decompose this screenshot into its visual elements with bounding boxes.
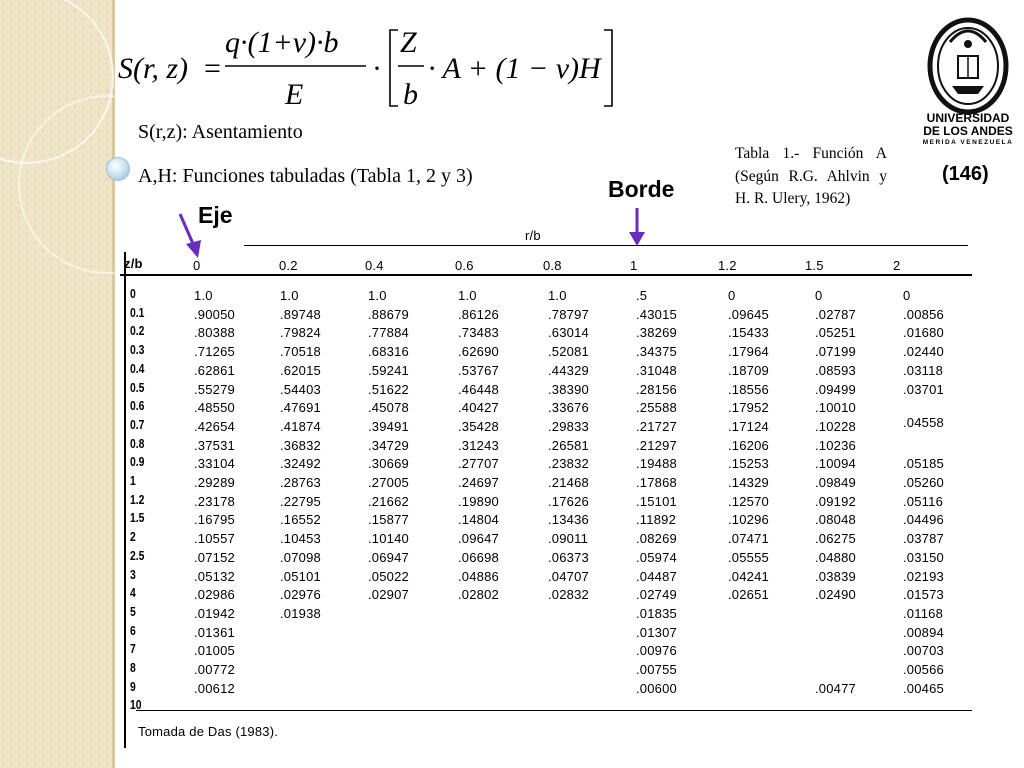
table-cell: .06698 (458, 549, 499, 565)
table-cell: .68316 (368, 344, 409, 360)
table-cell: .21297 (636, 437, 677, 453)
table-cell: .01168 (903, 605, 943, 621)
table-cell: .80388 (194, 325, 235, 341)
table-cell: .15253 (728, 456, 769, 472)
row-label: 2.5 (130, 547, 145, 563)
table-cell: .88679 (368, 306, 409, 322)
table-cell: .08048 (815, 512, 856, 528)
table-cell: .34729 (368, 437, 409, 453)
table-cell: .17964 (728, 344, 769, 360)
table-cell: .18709 (728, 362, 769, 378)
table-cell: .19488 (636, 456, 677, 472)
table-cell: .73483 (458, 325, 499, 341)
university-seal-icon (920, 12, 1016, 116)
row-label: 0.9 (130, 454, 145, 470)
table-cell: .07152 (194, 549, 235, 565)
row-label: 1 (130, 473, 136, 488)
table-bottom-rule (136, 710, 972, 711)
row-label: 1.2 (130, 491, 145, 507)
table-cell: .90050 (194, 306, 235, 322)
table-cell: .71265 (194, 344, 235, 360)
table-cell: .09849 (815, 475, 856, 490)
eje-label: Eje (198, 202, 233, 228)
table-cell: .09192 (815, 493, 856, 509)
formula-lhs: S(r, z) (118, 52, 189, 85)
slide-number: (146) (942, 163, 989, 185)
table-cell: .27707 (458, 456, 499, 472)
table-cell: .07199 (815, 344, 856, 360)
table-cell: .5 (636, 288, 648, 303)
table-cell: .01005 (194, 643, 235, 659)
table-cell: .02832 (548, 587, 589, 603)
table-cell: 1.0 (548, 288, 567, 303)
table-caption: Tabla 1.- Función A (Según R.G. Ahlvin y H. R. Ulery, 1962) (735, 145, 887, 207)
table-cell: .37531 (194, 437, 235, 453)
row-label: 0.7 (130, 416, 145, 432)
table-cell: .05132 (194, 568, 235, 584)
table-cell: .05116 (903, 493, 943, 509)
table-cell: .40427 (458, 400, 499, 416)
table-cell: .00477 (815, 680, 856, 696)
column-header: 1.5 (805, 258, 824, 273)
row-label: 9 (130, 678, 136, 694)
table-cell: .00755 (636, 662, 677, 677)
table-cell: .06373 (548, 549, 589, 565)
table-cell: .70518 (280, 344, 321, 360)
table-cell: .01835 (636, 605, 677, 621)
row-label: 0.1 (130, 304, 145, 320)
table-cell: .31048 (636, 362, 677, 378)
formula-frac1-denominator: E (285, 78, 304, 111)
table-cell: .05555 (728, 549, 769, 565)
table-cell: .38269 (636, 325, 677, 341)
definition-settlement: S(r,z): Asentamiento (138, 121, 303, 143)
table-cell: .29833 (548, 418, 589, 434)
column-header: 0.8 (543, 258, 562, 273)
table-cell: .45078 (368, 400, 409, 416)
formula-bracket-rest: · A + (1 − ν)H (428, 52, 601, 85)
table-cell: .38390 (548, 381, 589, 397)
table-cell: .08269 (636, 531, 677, 547)
table-cell: 0 (903, 288, 911, 303)
definition-functions: A,H: Funciones tabuladas (Tabla 1, 2 y 3) (138, 165, 473, 187)
table-cell: .77884 (368, 325, 409, 341)
table-cell: .07098 (280, 549, 321, 565)
decorative-bubble (106, 157, 130, 181)
table-cell: .10228 (815, 418, 856, 434)
table-cell: .52081 (548, 344, 589, 360)
table-cell: .04241 (728, 568, 769, 584)
table-cell: .10094 (815, 456, 856, 472)
table-cell: .05974 (636, 549, 677, 565)
table-cell: .04886 (458, 568, 499, 584)
table-cell: .78797 (548, 306, 589, 322)
table-cell: .15877 (368, 512, 409, 528)
table-cell: .32492 (280, 456, 321, 472)
table-cell: .00976 (636, 643, 677, 659)
table-top-header: r/b (525, 228, 541, 243)
table-cell: .27005 (368, 475, 409, 490)
eje-arrow-icon (176, 212, 210, 262)
table-cell: .36832 (280, 437, 321, 453)
table-cell: .17952 (728, 400, 769, 416)
table-corner-label: z/b (124, 256, 143, 271)
table-source-note: Tomada de Das (1983). (138, 724, 279, 739)
table-cell: .16795 (194, 512, 235, 528)
table-cell: .44329 (548, 362, 589, 378)
university-logo (920, 12, 1016, 157)
table-cell: .01942 (194, 605, 235, 621)
table-cell: .53767 (458, 362, 499, 378)
table-cell: .03150 (903, 549, 944, 565)
table-cell: .46448 (458, 381, 499, 397)
table-cell: .05101 (280, 568, 321, 584)
formula-bracket-denominator: b (403, 78, 418, 111)
table-cell: .51622 (368, 381, 409, 397)
table-cell: .10453 (280, 531, 321, 547)
table-cell: .62690 (458, 344, 499, 360)
table-cell: .02440 (903, 344, 944, 360)
table-cell: .30669 (368, 456, 409, 472)
table-cell: .02651 (728, 587, 769, 603)
table-cell: .33676 (548, 400, 589, 416)
column-header: 0.6 (455, 258, 474, 273)
table-cell: .55279 (194, 381, 235, 397)
table-cell: .41874 (280, 418, 321, 434)
table-cell: .10140 (368, 531, 409, 547)
formula-equals: = (204, 52, 221, 85)
table-cell: .04707 (548, 568, 589, 584)
table-cell: .01307 (636, 624, 677, 640)
table-cell: .28156 (636, 381, 677, 397)
table-cell: .29289 (194, 475, 235, 490)
table-cell: .15101 (636, 493, 677, 509)
table-cell: .10010 (815, 400, 856, 416)
table-cell: .14804 (458, 512, 499, 528)
logo-line-3: MERIDA VENEZUELA (922, 139, 1014, 146)
table-cell: .04496 (903, 512, 944, 528)
table-cell: .01938 (280, 605, 321, 621)
table-cell: 1.0 (280, 288, 299, 303)
table-cell: .28763 (280, 475, 321, 490)
row-label: 4 (130, 585, 136, 601)
table-cell: .48550 (194, 400, 235, 416)
table-cell: .23832 (548, 456, 589, 472)
table-cell: .00600 (636, 680, 677, 696)
table-cell: .23178 (194, 493, 235, 509)
table-cell: .18556 (728, 381, 769, 397)
table-cell: .03839 (815, 568, 856, 584)
table-cell: .16206 (728, 437, 769, 453)
table-cell: .00703 (903, 643, 944, 659)
table-cell: .04880 (815, 549, 856, 565)
table-cell: .02749 (636, 587, 677, 603)
table-cell: .62861 (194, 362, 235, 378)
table-cell: .00856 (903, 306, 944, 322)
row-label: 0.3 (130, 342, 145, 358)
table-cell: .79824 (280, 325, 321, 341)
logo-line-2: DE LOS ANDES (923, 124, 1013, 138)
borde-label: Borde (608, 176, 675, 202)
table-cell: .03787 (903, 531, 944, 547)
table-cell: 1.0 (458, 288, 477, 303)
table-cell: .03118 (903, 362, 943, 378)
table-cell: .00465 (903, 680, 944, 696)
table-cell: 1.0 (368, 288, 387, 303)
table-cell: .14329 (728, 475, 769, 490)
table-cell: .02490 (815, 587, 856, 603)
table-cell: .00612 (194, 680, 235, 696)
table-cell: .31243 (458, 437, 499, 453)
table-cell: .17124 (728, 418, 769, 434)
table-cell: 0 (728, 288, 736, 303)
table-cell: .17626 (548, 493, 589, 509)
table-cell: .54403 (280, 381, 321, 397)
table-cell: .33104 (194, 456, 235, 472)
table-cell: .21662 (368, 493, 409, 509)
formula-dot: · (372, 52, 382, 85)
table-cell: .24697 (458, 475, 499, 490)
settlement-formula (118, 8, 638, 114)
table-cell: .09645 (728, 306, 769, 322)
table-cell: .21468 (548, 475, 589, 490)
table-cell: .04487 (636, 568, 677, 584)
table-cell: .35428 (458, 418, 499, 434)
table-cell: .42654 (194, 418, 235, 434)
column-header: 0.4 (365, 258, 384, 273)
table-cell: .17868 (636, 475, 677, 490)
table-cell: .04558 (903, 415, 944, 431)
row-label: 0.4 (130, 360, 145, 376)
table-cell: .86126 (458, 306, 499, 322)
row-label: 0.5 (130, 379, 145, 395)
table-cell: .63014 (548, 325, 589, 341)
row-label: 0.2 (130, 323, 145, 339)
column-header: 0.2 (279, 258, 298, 273)
table-cell: .02976 (280, 587, 321, 603)
table-cell: .05251 (815, 325, 856, 341)
table-cell: .16552 (280, 512, 321, 528)
column-header: 0 (193, 258, 201, 273)
table-cell: .43015 (636, 306, 677, 322)
column-header: 1.2 (718, 258, 737, 273)
row-label: 3 (130, 566, 136, 582)
table-cell: .02787 (815, 306, 856, 322)
table-header-rule (120, 274, 972, 276)
row-label: 10 (130, 697, 142, 713)
table-cell: .10236 (815, 437, 856, 453)
table-cell: .09011 (548, 531, 588, 547)
table-cell: .02907 (368, 587, 409, 603)
formula-bracket-numerator: Z (400, 26, 417, 59)
table-cell: 0 (815, 288, 823, 303)
column-header: 2 (893, 258, 901, 273)
table-cell: .01680 (903, 325, 944, 341)
row-label: 0.8 (130, 435, 145, 451)
table-top-rule (244, 245, 968, 246)
table-cell: 1.0 (194, 288, 213, 303)
table-cell: .05022 (368, 568, 409, 584)
row-label: 0 (130, 286, 136, 301)
table-cell: .15433 (728, 325, 769, 341)
table-cell: .10296 (728, 512, 769, 528)
table-cell: .10557 (194, 531, 235, 547)
row-label: 5 (130, 603, 136, 619)
table-cell: .01361 (194, 624, 235, 640)
column-header: 1 (630, 258, 638, 273)
table-cell: .62015 (280, 362, 321, 378)
table-cell: .09499 (815, 381, 856, 397)
table-cell: .47691 (280, 400, 321, 416)
table-cell: .05185 (903, 456, 944, 472)
table-cell: .39491 (368, 418, 409, 434)
table-cell: .13436 (548, 512, 589, 528)
table-cell: .89748 (280, 306, 321, 322)
formula-frac1-numerator: q·(1+ν)·b (225, 26, 339, 59)
table-cell: .02802 (458, 587, 499, 603)
row-label: 7 (130, 641, 136, 657)
table-cell: .02986 (194, 587, 235, 603)
table-left-rule (124, 252, 126, 748)
table-cell: .26581 (548, 437, 589, 453)
borde-arrow-icon (624, 208, 650, 248)
table-cell: .22795 (280, 493, 321, 509)
table-cell: .00772 (194, 662, 235, 677)
table-cell: .01573 (903, 587, 944, 603)
table-cell: .09647 (458, 531, 499, 547)
table-cell: .21727 (636, 418, 677, 434)
table-cell: .34375 (636, 344, 677, 360)
table-cell: .07471 (728, 531, 769, 547)
table-cell: .25588 (636, 400, 677, 416)
table-cell: .02193 (903, 568, 944, 584)
table-cell: .19890 (458, 493, 499, 509)
table-cell: .03701 (903, 381, 944, 397)
table-cell: .12570 (728, 493, 769, 509)
row-label: 1.5 (130, 510, 145, 526)
table-cell: .06947 (368, 549, 409, 565)
row-label: 8 (130, 660, 136, 675)
row-label: 0.6 (130, 398, 145, 414)
table-cell: .00894 (903, 624, 944, 640)
table-cell: .59241 (368, 362, 409, 378)
table-cell: .05260 (903, 475, 944, 490)
table-cell: .06275 (815, 531, 856, 547)
row-label: 6 (130, 622, 136, 638)
table-cell: .11892 (636, 512, 676, 528)
table-cell: .08593 (815, 362, 856, 378)
table-cell: .00566 (903, 662, 944, 677)
logo-line-1: UNIVERSIDAD (926, 111, 1010, 125)
row-label: 2 (130, 529, 136, 545)
